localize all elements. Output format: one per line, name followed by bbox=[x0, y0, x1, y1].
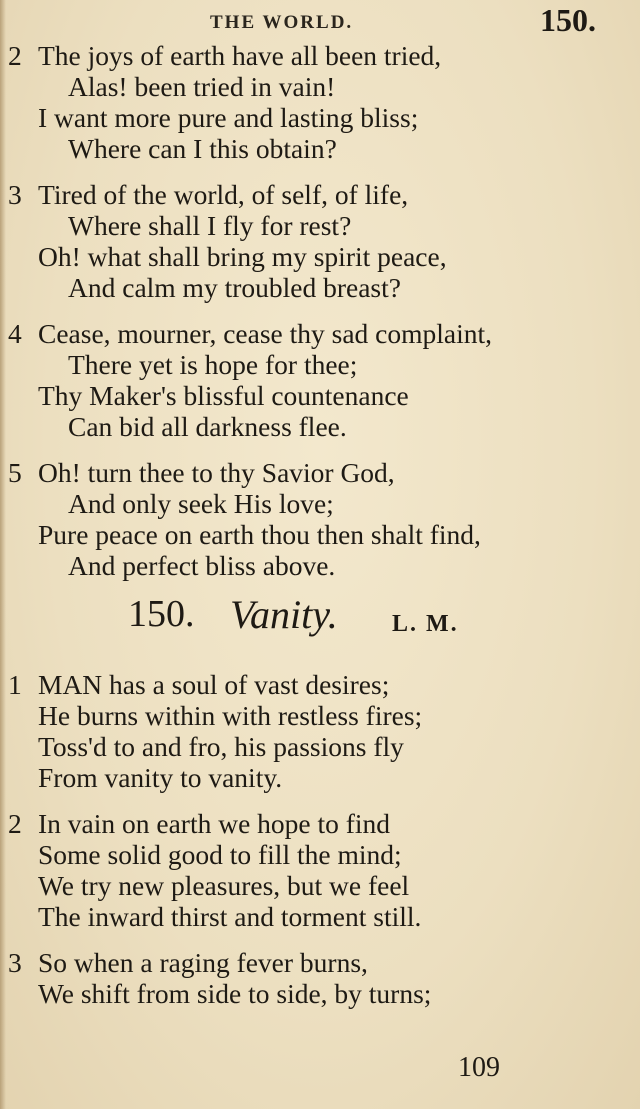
stanza bbox=[0, 808, 640, 932]
verse-line: 3 So when a raging fever burns, bbox=[8, 947, 368, 978]
verse-line: 5 Oh! turn thee to thy Savior God, bbox=[8, 457, 395, 488]
page-number-bottom: 109 bbox=[458, 1052, 500, 1083]
verse-line: 2 In vain on earth we hope to find bbox=[8, 808, 391, 839]
stanza bbox=[0, 457, 640, 581]
verse-line: From vanity to vanity. bbox=[38, 762, 283, 793]
verse-line: Can bid all darkness flee. bbox=[68, 411, 347, 442]
verse-line: Some solid good to fill the mind; bbox=[38, 839, 402, 870]
verse-line: We shift from side to side, by turns; bbox=[38, 978, 432, 1009]
stanza-number: 5 bbox=[8, 457, 22, 488]
stanza-number: 3 bbox=[8, 947, 22, 978]
verse-line: 1 MAN has a soul of vast desires; bbox=[8, 669, 390, 700]
verse-line: The inward thirst and torment still. bbox=[38, 901, 422, 932]
verse-line: Alas! been tried in vain! bbox=[68, 71, 336, 102]
stanza-number: 1 bbox=[8, 669, 22, 700]
stanza-number: 4 bbox=[8, 318, 22, 349]
verse-line: I want more pure and lasting bliss; bbox=[38, 102, 419, 133]
verse-line: There yet is hope for thee; bbox=[68, 349, 358, 380]
verse-line: 2 The joys of earth have all been tried, bbox=[8, 40, 442, 71]
stanza-number: 2 bbox=[8, 40, 22, 71]
verse-line: And calm my troubled breast? bbox=[68, 272, 401, 303]
verse-line: Toss'd to and fro, his passions fly bbox=[38, 731, 404, 762]
verse-line: Where shall I fly for rest? bbox=[68, 210, 352, 241]
verse-line: 4 Cease, mourner, cease thy sad complaint, bbox=[8, 318, 493, 349]
verse-line: We try new pleasures, but we feel bbox=[38, 870, 410, 901]
hymn-title: Vanity. bbox=[230, 592, 338, 637]
verse-line: He burns within with restless fires; bbox=[38, 700, 423, 731]
verse-line: And only seek His love; bbox=[68, 488, 334, 519]
stanza bbox=[0, 318, 640, 442]
stanza bbox=[0, 669, 640, 793]
stanza bbox=[0, 179, 640, 303]
verse-line: Thy Maker's blissful countenance bbox=[38, 380, 409, 411]
verse-line: And perfect bliss above. bbox=[68, 550, 336, 581]
hymn-heading bbox=[0, 592, 640, 669]
page-number-top: 150. bbox=[540, 2, 596, 38]
stanza-number: 3 bbox=[8, 179, 22, 210]
running-head: THE WORLD. bbox=[210, 12, 354, 33]
verse-line: Where can I this obtain? bbox=[68, 133, 337, 164]
hymn-number: 150. bbox=[128, 593, 195, 635]
stanza bbox=[0, 947, 640, 1009]
stanza-number: 2 bbox=[8, 808, 22, 839]
verse-line: Oh! what shall bring my spirit peace, bbox=[38, 241, 447, 272]
stanza bbox=[0, 40, 640, 164]
verse-line: 3 Tired of the world, of self, of life, bbox=[8, 179, 409, 210]
hymn-meter: L. M. bbox=[392, 611, 459, 637]
verse-line: Pure peace on earth thou then shalt find, bbox=[38, 519, 481, 550]
hymn-text bbox=[0, 40, 640, 1024]
